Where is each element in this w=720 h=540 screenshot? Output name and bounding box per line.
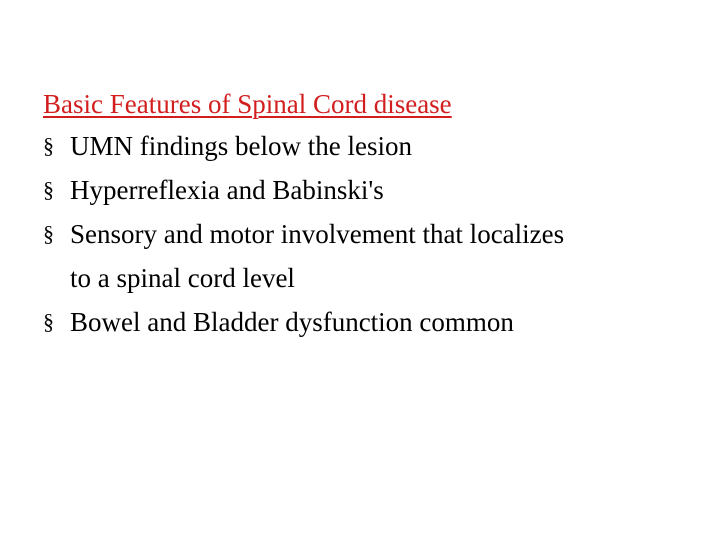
bullet-text-line: to a spinal cord level xyxy=(70,263,295,293)
bullet-text-line: UMN findings below the lesion xyxy=(70,131,412,161)
bullet-item xyxy=(43,300,703,344)
bullet-marker-icon: § xyxy=(43,177,54,202)
bullet-text-line: Bowel and Bladder dysfunction common xyxy=(70,307,514,337)
bullet-text xyxy=(70,300,703,344)
bullet-item xyxy=(43,168,703,212)
bullet-text xyxy=(70,124,703,168)
bullet-text-line: Hyperreflexia and Babinski's xyxy=(70,175,384,205)
bullet-list xyxy=(43,124,703,344)
bullet-marker-icon: § xyxy=(43,221,54,246)
bullet-text-line: Sensory and motor involvement that localizes xyxy=(70,219,565,249)
bullet-item xyxy=(43,212,703,300)
slide-heading: Basic Features of Spinal Cord disease xyxy=(43,89,452,119)
bullet-text xyxy=(70,212,703,300)
bullet-marker-icon: § xyxy=(43,309,54,334)
slide-content xyxy=(43,84,703,344)
bullet-item xyxy=(43,124,703,168)
bullet-text xyxy=(70,168,703,212)
bullet-marker-icon: § xyxy=(43,133,54,158)
